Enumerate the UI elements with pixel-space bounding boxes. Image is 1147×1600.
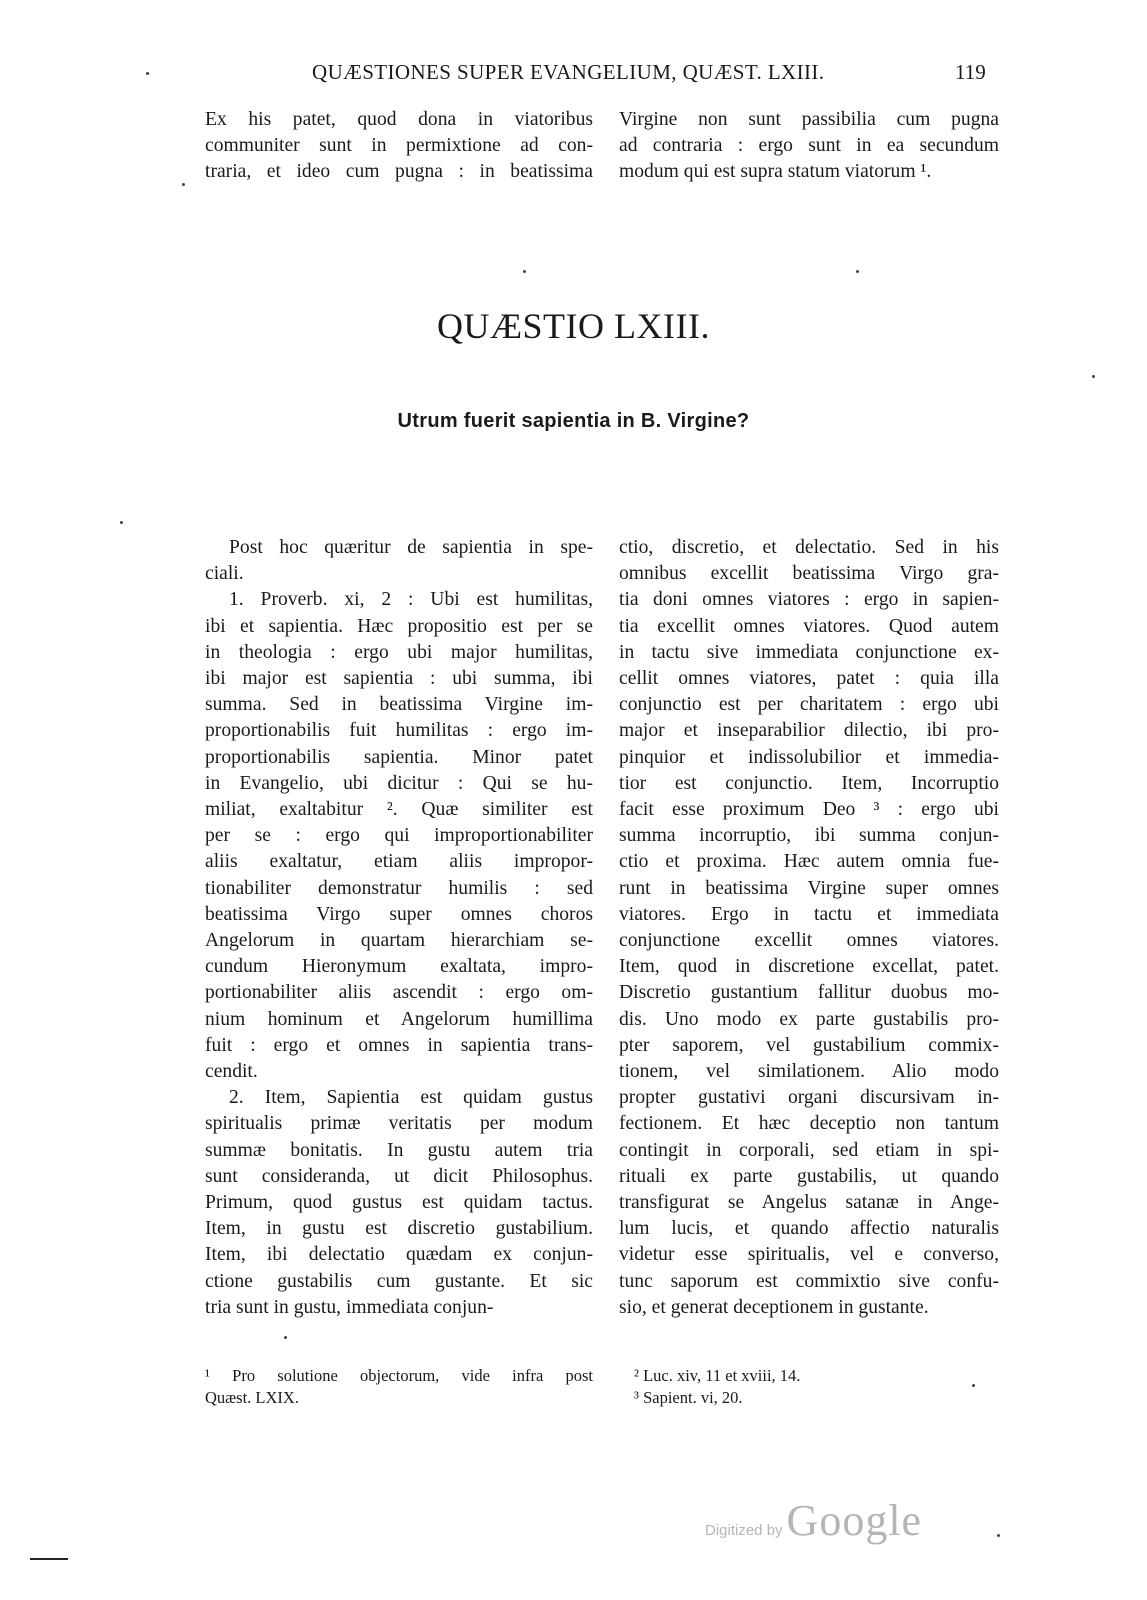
text-line: tria sunt in gustu, immediata conjun- <box>205 1296 494 1318</box>
text-line: conjunctione excellit omnes viatores. <box>619 930 999 952</box>
text-line: videtur esse spiritualis, vel e converso, <box>619 1244 999 1266</box>
text-line: ctio et proxima. Hæc autem omnia fue- <box>619 851 999 873</box>
text-line: per se : ergo qui improportionabiliter <box>205 825 593 847</box>
text-line: 2. Item, Sapientia est quidam gustus <box>229 1087 593 1109</box>
text-line: viatores. Ergo in tactu et immediata <box>619 903 999 925</box>
digitized-watermark <box>705 1495 922 1546</box>
text-line: ibi major est sapientia : ubi summa, ibi <box>205 668 593 690</box>
text-line: cundum Hieronymum exaltata, impro- <box>205 956 593 978</box>
scan-rule-mark <box>30 1558 68 1560</box>
text-line: tior est conjunctio. Item, Incorruptio <box>619 772 999 794</box>
text-line: sunt consideranda, ut dicit Philosophus. <box>205 1165 593 1187</box>
scan-speck <box>1092 375 1095 378</box>
text-line: Item, quod in discretione excellat, patet. <box>619 956 999 978</box>
text-line: aliis exaltatur, etiam aliis impropor- <box>205 851 593 873</box>
text-line: modum qui est supra statum viatorum ¹. <box>619 161 932 183</box>
text-line: 1. Proverb. xi, 2 : Ubi est humilitas, <box>229 589 593 611</box>
footnotes-right <box>634 1365 994 1409</box>
text-line: Item, ibi delectatio quædam ex conjun- <box>205 1244 593 1266</box>
scan-speck <box>284 1336 287 1339</box>
text-line: sio, et generat deceptionem in gustante. <box>619 1296 929 1318</box>
text-line: summa. Sed in beatissima Virgine im- <box>205 694 593 716</box>
scan-speck <box>523 270 526 273</box>
watermark-prefix: Digitized by <box>705 1522 783 1539</box>
text-line: summa incorruptio, ibi summa conjun- <box>619 825 999 847</box>
text-line: Angelorum in quartam hierarchiam se- <box>205 930 593 952</box>
text-line: conjunctio est per charitatem : ergo ubi <box>619 694 999 716</box>
scan-speck <box>856 270 859 273</box>
text-line: omnibus excellit beatissima Virgo gra- <box>619 563 999 585</box>
text-line: nium hominum et Angelorum humillima <box>205 1008 593 1030</box>
text-line: dis. Uno modo ex parte gustabilis pro- <box>619 1008 999 1030</box>
text-line: fuit : ergo et omnes in sapientia trans- <box>205 1034 593 1056</box>
text-line: ciali. <box>205 563 244 585</box>
text-line: pter saporem, vel gustabilium commix- <box>619 1034 999 1056</box>
text-line: tionabiliter demonstratur humilis : sed <box>205 877 593 899</box>
text-line: major et inseparabilior dilectio, ibi pro- <box>619 720 999 742</box>
text-line: transfigurat se Angelus satanæ in Ange- <box>619 1192 999 1214</box>
footnote-line: Quæst. LXIX. <box>205 1388 299 1407</box>
scan-speck <box>182 183 185 186</box>
running-title: QUÆSTIONES SUPER EVANGELIUM, QUÆST. LXIII. <box>312 60 825 84</box>
text-line: pinquior et indissolubilior et immedia- <box>619 746 999 768</box>
top-right-text <box>619 107 999 186</box>
text-line: summæ bonitatis. In gustu autem tria <box>205 1139 593 1161</box>
text-line: cendit. <box>205 1061 258 1083</box>
text-line: tia doni omnes viatores : ergo in sapien- <box>619 589 999 611</box>
text-line: cellit omnes viatores, patet : quia illa <box>619 668 999 690</box>
text-line: lum lucis, et quando affectio naturalis <box>619 1218 999 1240</box>
right-column <box>619 535 999 1321</box>
text-line: propter gustativi organi discursivam in- <box>619 1087 999 1109</box>
question-title: QUÆSTIO LXIII. <box>437 306 710 346</box>
text-line: rituali ex parte gustabilis, ut quando <box>619 1165 999 1187</box>
text-line: in Evangelio, ubi dicitur : Qui se hu- <box>205 772 593 794</box>
text-line: proportionabilis fuit humilitas : ergo im- <box>205 720 593 742</box>
text-line: Discretio gustantium fallitur duobus mo- <box>619 982 999 1004</box>
text-line: Virgine non sunt passibilia cum pugna <box>619 109 999 130</box>
text-line: in theologia : ergo ubi major humilitas, <box>205 641 593 663</box>
text-line: tionem, vel similationem. Alio modo <box>619 1061 999 1083</box>
footnote-line: ¹ Pro solutione objectorum, vide infra post <box>205 1366 593 1385</box>
text-line: in tactu sive immediata conjunctione ex- <box>619 641 999 663</box>
text-line: communiter sunt in permixtione ad con- <box>205 135 593 157</box>
watermark-brand: Google <box>786 1496 923 1545</box>
scan-speck <box>146 72 149 75</box>
text-line: ctione gustabilis cum gustante. Et sic <box>205 1270 593 1292</box>
footnotes-left <box>205 1365 593 1409</box>
text-line: Primum, quod gustus est quidam tactus. <box>205 1192 593 1214</box>
question-subtitle: Utrum fuerit sapientia in B. Virgine? <box>397 410 750 432</box>
text-line: ad contraria : ergo sunt in ea secundum <box>619 135 999 157</box>
text-line: runt in beatissima Virgine super omnes <box>619 877 999 899</box>
text-line: tunc saporum est commixtio sive confu- <box>619 1270 999 1292</box>
text-line: miliat, exaltabitur ². Quæ similiter est <box>205 799 593 821</box>
text-line: beatissima Virgo super omnes choros <box>205 903 593 925</box>
text-line: fectionem. Et hæc deceptio non tantum <box>619 1113 999 1135</box>
footnote-line: ² Luc. xiv, 11 et xviii, 14. <box>634 1366 801 1385</box>
text-line: ibi et sapientia. Hæc propositio est per se <box>205 615 593 637</box>
page-number: 119 <box>955 60 986 84</box>
text-line: proportionabilis sapientia. Minor patet <box>205 746 593 768</box>
top-left-text <box>205 107 593 186</box>
text-line: Item, in gustu est discretio gustabilium. <box>205 1218 593 1240</box>
text-line: Ex his patet, quod dona in viatoribus <box>205 109 593 130</box>
text-line: traria, et ideo cum pugna : in beatissima <box>205 161 593 183</box>
text-line: spiritualis primæ veritatis per modum <box>205 1113 593 1135</box>
text-line: portionabiliter aliis ascendit : ergo om- <box>205 982 593 1004</box>
text-line: contingit in corporali, sed etiam in spi- <box>619 1139 999 1161</box>
text-line: ctio, discretio, et delectatio. Sed in his <box>619 537 999 558</box>
scan-speck <box>120 521 123 524</box>
text-line: Post hoc quæritur de sapientia in spe- <box>229 537 593 558</box>
footnote-line: ³ Sapient. vi, 20. <box>634 1388 743 1407</box>
text-line: facit esse proximum Deo ³ : ergo ubi <box>619 799 999 821</box>
scan-speck <box>997 1534 1000 1537</box>
text-line: tia excellit omnes viatores. Quod autem <box>619 615 999 637</box>
scan-speck <box>972 1384 975 1387</box>
left-column <box>205 535 593 1321</box>
